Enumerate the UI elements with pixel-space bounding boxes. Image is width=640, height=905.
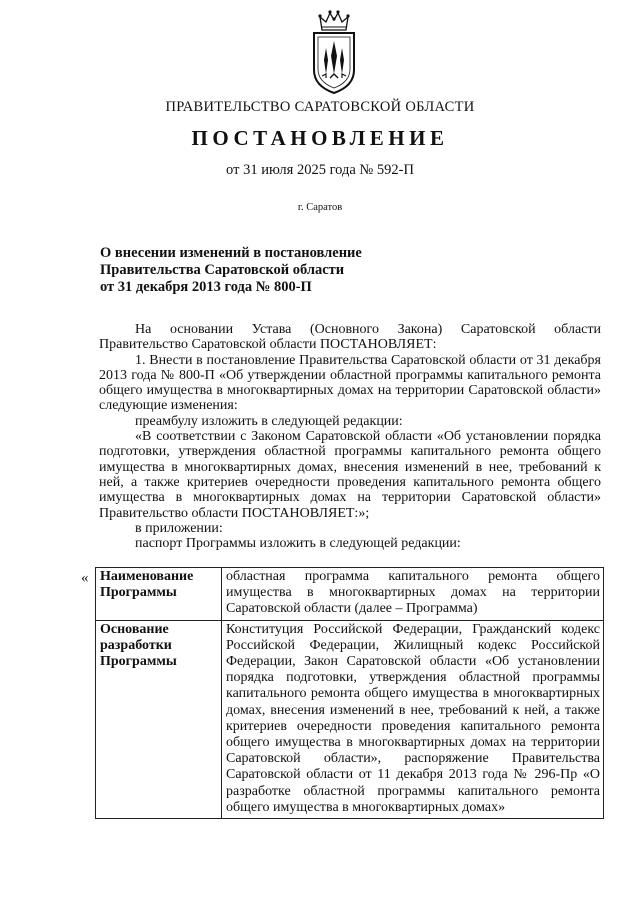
document-city: г. Саратов xyxy=(297,202,343,213)
passport-field-value: областная программа капитального ремонта общего имущества в многоквартирных домах на территории Саратовской области (далее – Программа) xyxy=(222,568,604,621)
subject-line: Правительства Саратовской области xyxy=(100,262,345,278)
passport-field-name: Основание разработки Программы xyxy=(96,620,222,818)
body-paragraph: «В соответствии с Законом Саратовской области «Об установлении порядка подготовки, утверждения областной программы капитального ремонта общего имущества в многоквартирных домах, внесения изменений в нее, требований к ней, а также критериев очередности проведения капитального ремонта общего имущества в многоквартирных домах на территории Саратовской области» Правительство области ПОСТАНОВЛЯЕТ:»; xyxy=(99,429,601,521)
body-paragraph: 1. Внести в постановление Правительства Саратовской области от 31 декабря 2013 года № 800-П «Об утверждении областной программы капитального ремонта общего имущества в многоквартирных домах на территории Саратовской области» следующие изменения: xyxy=(99,352,601,414)
document-subject xyxy=(100,245,362,296)
subject-line: О внесении изменений в постановление xyxy=(100,245,362,261)
body-paragraph: преамбулу изложить в следующей редакции: xyxy=(135,413,403,429)
passport-field-name: Наименование Программы xyxy=(96,568,222,621)
document-date-number: от 31 июля 2025 года № 592-П xyxy=(226,162,414,178)
subject-line: от 31 декабря 2013 года № 800-П xyxy=(100,279,312,295)
body-paragraph: в приложении: xyxy=(135,520,223,536)
body-paragraph: паспорт Программы изложить в следующей редакции: xyxy=(135,536,461,552)
table-row xyxy=(96,568,604,621)
document-type: ПОСТАНОВЛЕНИЕ xyxy=(191,126,449,150)
program-passport-table xyxy=(95,567,604,819)
organization-name: ПРАВИТЕЛЬСТВО САРАТОВСКОЙ ОБЛАСТИ xyxy=(165,99,475,115)
saratov-coat-of-arms-icon xyxy=(304,8,364,96)
document-body xyxy=(99,322,601,551)
body-paragraph: На основании Устава (Основного Закона) Саратовской области Правительство Саратовской области ПОСТАНОВЛЯЕТ: xyxy=(99,322,601,353)
opening-quote-mark: « xyxy=(81,570,89,586)
table-row xyxy=(96,620,604,818)
passport-field-value: Конституция Российской Федерации, Гражданский кодекс Российской Федерации, Жилищный кодекс Российской Федерации, Закон Саратовской области «Об установлении порядка подготовки, утверждения областной программы капитального ремонта общего имущества в многоквартирных домах, внесения изменений в нее, требований к ней, а также критериев очередности проведения капитального ремонта общего имущества в многоквартирных домах на территории Саратовской области», распоряжение Правительства Саратовской области от 11 декабря 2013 года № 296-Пр «О разработке областной программы капитального ремонта общего имущества в многоквартирных домах» xyxy=(222,620,604,818)
